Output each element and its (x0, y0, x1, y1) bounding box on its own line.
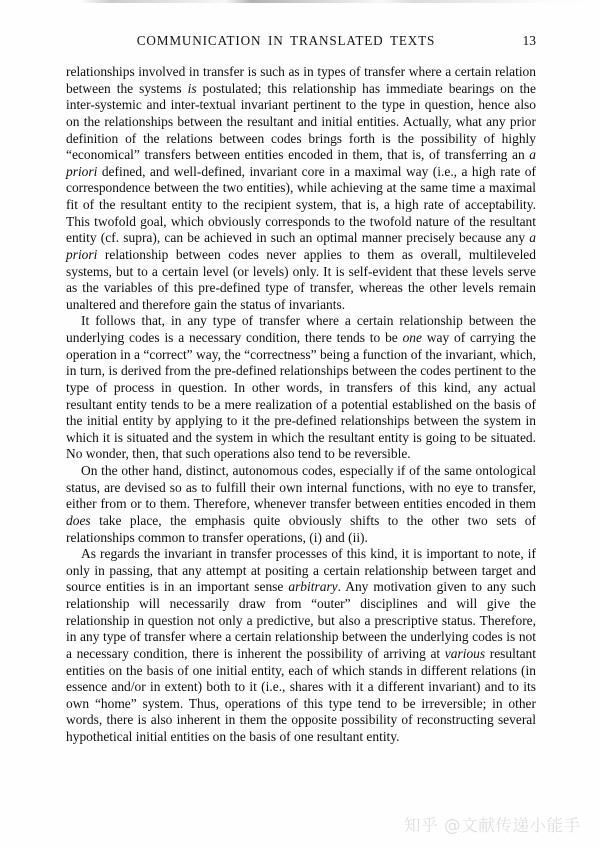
emphasis-text: arbitrary (288, 579, 338, 595)
paragraph: relationships involved in transfer is such as in types of transfer where a certain relation between the systems is postulated; this relationship has immediate bearings on the inter-systemic and inter-textual invariant pertinent to the type in question, hence also on the relationships between the resultant and initial entities. Actually, what any prior definition of the relations between codes brings forth is the possibility of highly “economical” transfers between entities encoded in them, that is, of transferring an a priori defined, and well-defined, invariant core in a maximal way (i.e., a high rate of correspondence between the two entities), while achieving at the same time a maximal fit of the resultant entity to the recipient system, that is, a high rate of acceptability. This twofold goal, which obviously corresponds to the twofold nature of the resultant entity (cf. supra), can be achieved in such an optimal manner precisely because any a priori relationship between codes never applies to them as overall, multileveled systems, but to a certain level (or levels) only. It is self-evident that these levels serve as the variables of this pre-defined type of transfer, whereas the other levels remain unaltered and therefore gain the status of invariants. (66, 64, 536, 312)
paragraph: As regards the invariant in transfer processes of this kind, it is important to note, if only in passing, that any attempt at positing a certain relationship between target and source entities is in an important sense arbitrary. Any motivation given to any such relationship will necessarily draw from “outer” disciplines and will give the relationship in question not only a predictive, but also a prescriptive status. Therefore, in any type of transfer where a certain relationship between the underlying codes is not a necessary condition, there is inherent the possibility of arriving at various resultant entities on the basis of one initial entity, each of which stands in different relations (in essence and/or in extent) both to it (i.e., shares with it a different invariant) and to its own “home” system. Thus, operations of this type tend to be irreversible; in other words, there is also inherent in them the opposite possibility of reconstructing several hypothetical initial entities on the basis of one resultant entity. (66, 546, 536, 744)
page-number: 13 (522, 33, 536, 48)
body-text (66, 64, 536, 746)
running-head (66, 33, 536, 53)
scan-edge-artifact (80, 0, 600, 3)
emphasis-text: a priori (66, 147, 536, 179)
paragraph: On the other hand, distinct, autonomous codes, especially if of the same ontological status, are devised so as to fulfill their own internal functions, with no eye to transfer, either from or to them. Therefore, whenever transfer between entities encoded in them does take place, the emphasis quite obviously shifts to the other two sets of relationships common to transfer operations, (i) and (ii). (66, 463, 536, 545)
emphasis-text: various (444, 645, 486, 661)
emphasis-text: is (187, 80, 197, 96)
zhihu-watermark: 知乎 @文献传递小能手 (404, 816, 581, 835)
running-head-title: COMMUNICATION IN TRANSLATED TEXTS (136, 33, 436, 48)
emphasis-text: does (66, 512, 91, 528)
emphasis-text: one (402, 330, 422, 345)
paragraph: It follows that, in any type of transfer where a certain relationship between the underlying codes is a necessary condition, there tends to be one way of carrying the operation in a “correct” way, the “correctness” being a function of the invariant, which, in turn, is derived from the pre-defined relationships between the codes pertinent to the type of process in question. In other words, in transfers of this kind, any actual resultant entity tends to be a mere realization of a potential established on the basis of the initial entity by applying to it the pre-defined relationships between the system in which it is situated and the system in which the resultant entity is going to be situated. No wonder, then, that such operations also tend to be reversible. (66, 313, 536, 462)
emphasis-text: a priori (66, 230, 536, 262)
